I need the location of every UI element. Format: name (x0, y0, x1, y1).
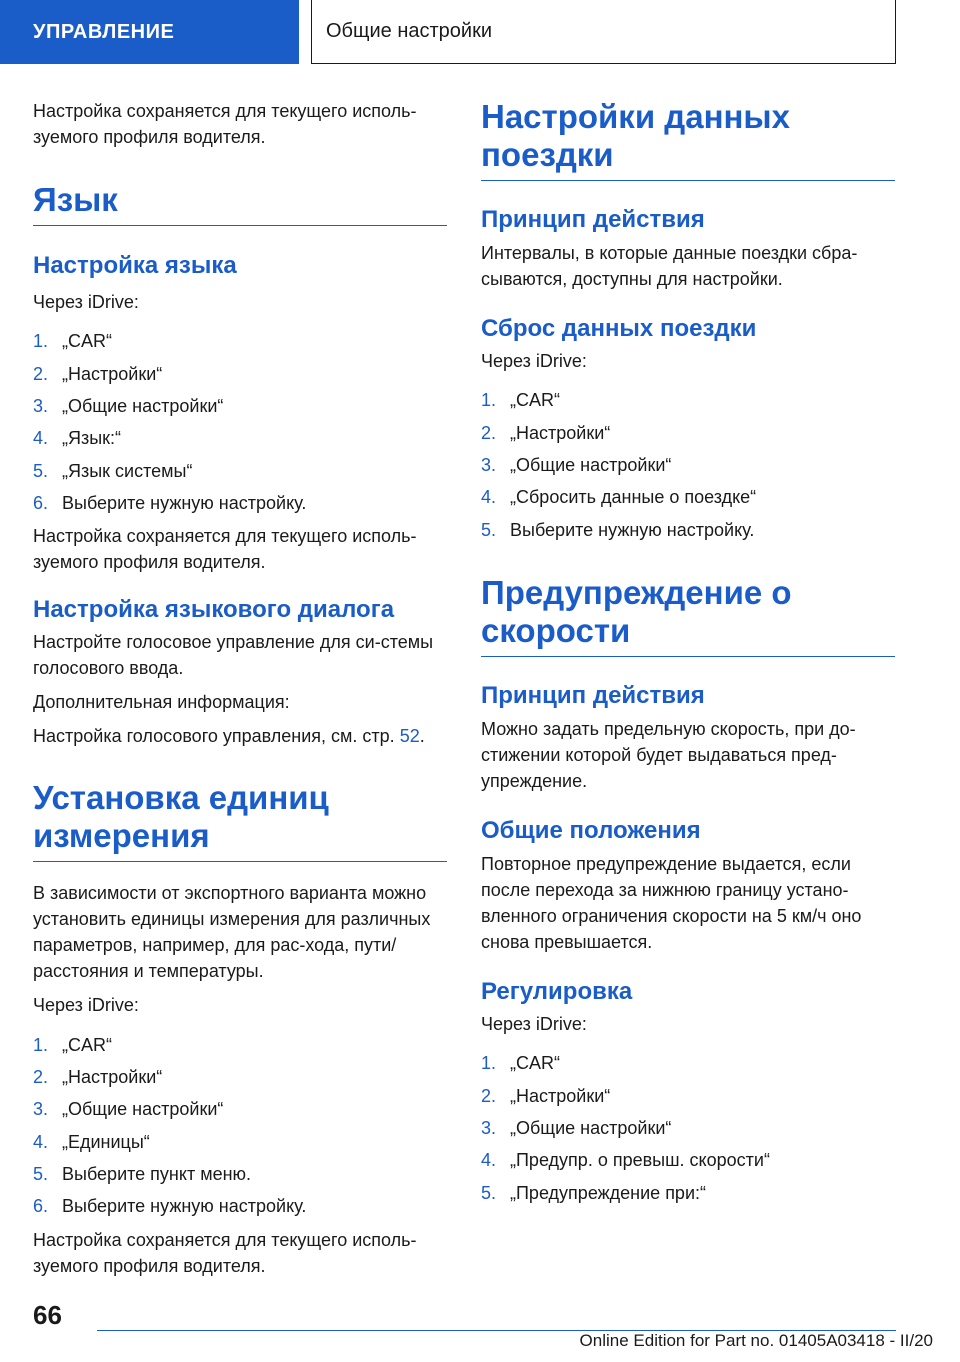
reset-steps (481, 384, 895, 546)
general-heading: Общие положения (481, 816, 701, 844)
more-info-label: Дополнительная информация: (33, 692, 290, 713)
list-item: 3. „Общие настройки“ (33, 395, 224, 416)
reset-heading: Сброс данных поездки (481, 315, 757, 342)
chapter-title: Общие настройки (311, 0, 896, 64)
via-idrive-label: Через iDrive: (481, 351, 587, 371)
language-steps (33, 325, 447, 519)
principle-heading: Принцип действия (481, 681, 705, 709)
via-idrive-label: Через iDrive: (481, 1013, 587, 1034)
language-heading: Язык (33, 181, 447, 226)
list-item: 1. „CAR“ (33, 331, 112, 352)
dialog-heading: Настройка языкового диалога (33, 596, 395, 624)
units-text: В зависимости от экспортного варианта можно установить единицы измерения для различных параметров, например, для рас-хода, пути/расстояния и температуры. (33, 883, 431, 982)
principle-text: Интервалы, в которые данные поездки сбра-сываются, доступны для настройки. (481, 243, 858, 289)
units-steps (33, 1028, 447, 1222)
via-idrive-label: Через iDrive: (33, 292, 139, 312)
list-item: 2. „Настройки“ (33, 363, 163, 384)
speed-warning-heading: Предупреждение о скорости (481, 574, 895, 657)
footer-edition: Online Edition for Part no. 01405A03418 - II/20 (579, 1331, 933, 1350)
page-link[interactable]: 52 (399, 726, 420, 747)
list-item: 4. „Язык:“ (33, 428, 122, 449)
section-tab[interactable]: УПРАВЛЕНИЕ (0, 0, 299, 64)
list-item: 2. „Настройки“ (481, 422, 611, 443)
left-column (33, 98, 447, 1279)
list-item: 6. Выберите нужную настройку. (33, 493, 307, 514)
list-item: 5. Выберите пункт меню. (33, 1164, 252, 1185)
principle-text: Можно задать предельную скорость, при до-стижении которой будет выдаваться пред-упреждение. (481, 718, 856, 791)
intro-text: Настройка сохраняется для текущего исполь-зуемого профиля водителя. (33, 101, 417, 147)
right-column (481, 98, 895, 1209)
regulation-heading: Регулировка (481, 977, 633, 1005)
list-item: 3. „Общие настройки“ (481, 454, 672, 475)
list-item: 4. „Сбросить данные о поездке“ (481, 487, 757, 508)
list-item: 3. „Общие настройки“ (481, 1117, 672, 1138)
principle-heading: Принцип действия (481, 206, 705, 233)
list-item: 5. „Язык системы“ (33, 460, 193, 481)
list-item: 5. Выберите нужную настройку. (481, 519, 755, 540)
page-number: 66 (33, 1300, 62, 1330)
regulation-steps (481, 1047, 895, 1209)
list-item: 5. „Предупреждение при:“ (481, 1182, 706, 1203)
note-text: Настройка сохраняется для текущего исполь-зуемого профиля водителя. (33, 1229, 417, 1276)
list-item: 2. „Настройки“ (33, 1066, 163, 1087)
language-setting-heading: Настройка языка (33, 252, 237, 279)
list-item: 4. „Единицы“ (33, 1131, 150, 1152)
list-item: 1. „CAR“ (481, 1053, 560, 1074)
general-text: Повторное предупреждение выдается, если после перехода за нижнюю границу устано-вленного ограничения скорости на 5 км/ч оно снова превышается. (481, 853, 862, 952)
note-text: Настройка сохраняется для текущего исполь-зуемого профиля водителя. (33, 526, 417, 573)
dialog-text: Настройте голосовое управление для си-стемы голосового ввода. (33, 632, 434, 679)
trip-data-heading: Настройки данных поездки (481, 98, 895, 181)
via-idrive-label: Через iDrive: (33, 995, 139, 1016)
list-item: 2. „Настройки“ (481, 1085, 611, 1106)
list-item: 1. „CAR“ (481, 390, 560, 411)
units-heading: Установка единиц измерения (33, 779, 447, 862)
voice-reference: Настройка голосового управления, см. стр. 52. (33, 726, 425, 747)
list-item: 6. Выберите нужную настройку. (33, 1196, 307, 1217)
list-item: 4. „Предупр. о превыш. скорости“ (481, 1150, 770, 1171)
list-item: 3. „Общие настройки“ (33, 1099, 224, 1120)
list-item: 1. „CAR“ (33, 1034, 112, 1055)
